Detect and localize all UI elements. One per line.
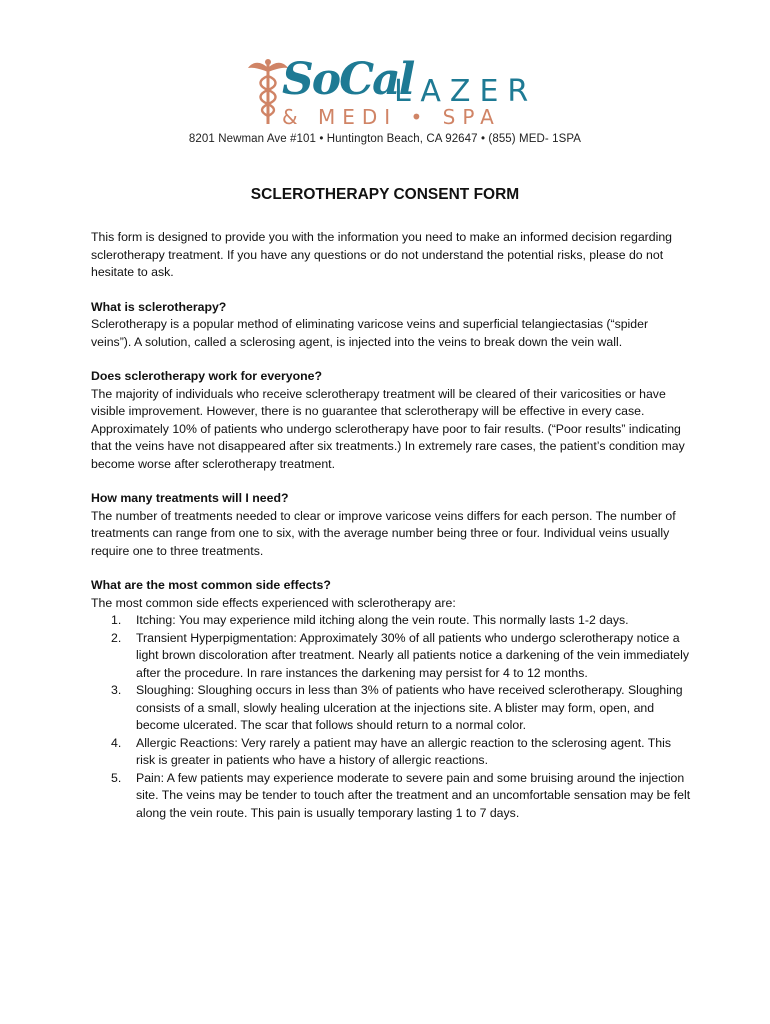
section-heading: What is sclerotherapy? xyxy=(91,299,227,314)
clinic-logo xyxy=(248,54,538,130)
section-text: The number of treatments needed to clear or improve varicose veins differs for each person. The number of treatments can range from one to six, with the average number being three or four. Individual veins usually require one to three treatments. xyxy=(91,508,676,558)
list-item xyxy=(91,770,691,823)
list-item xyxy=(91,612,691,630)
side-effects-list xyxy=(91,612,691,822)
list-item-text: Sloughing: Sloughing occurs in less than 3% of patients who have received sclerotherapy. Sloughing consists of a small, slowly healing ulceration at the injections site. A blister may form, open, and become ulcerated. The scar that follows should return to a normal color. xyxy=(136,683,683,732)
clinic-address: 8201 Newman Ave #101 • Huntington Beach, CA 92647 • (855) MED- 1SPA xyxy=(188,133,582,145)
logo-brand-script: SoCal xyxy=(282,54,414,105)
list-number: 2. xyxy=(111,630,122,645)
logo-brand-sub: & MEDI • SPA xyxy=(282,105,501,129)
section-heading: How many treatments will I need? xyxy=(91,491,289,505)
section-heading: Does sclerotherapy work for everyone? xyxy=(91,369,322,383)
list-item xyxy=(91,630,691,683)
section-text: The majority of individuals who receive sclerotherapy treatment will be cleared of their varicosities or have visible improvement. However, there is no guarantee that sclerotherapy will be effective in every case. Approximately 10% of patients who undergo sclerotherapy have poor to fair results. (“Poor results” indicating that the veins have not disappeared after six treatments.) In extremely rare cases, the patient’s condition may become worse after sclerotherapy treatment. xyxy=(91,386,685,471)
list-number: 5. xyxy=(111,770,122,785)
intro-paragraph: This form is designed to provide you with the information you need to make an informed decision regarding sclerotherapy treatment. If you have any questions or do not understand the potential risks, please do not hesitate to ask. xyxy=(91,230,673,279)
section-heading: What are the most common side effects? xyxy=(91,578,331,592)
page-title: SCLEROTHERAPY CONSENT FORM xyxy=(250,186,520,203)
list-item-text: Itching: You may experience mild itching along the vein route. This normally lasts 1-2 days. xyxy=(136,613,629,627)
list-item-text: Transient Hyperpigmentation: Approximately 30% of all patients who undergo sclerotherapy notice a light brown discoloration after treatment. Nearly all patients notice a darkening of the vein immediately after the procedure. In rare instances the darkening may persist for 4 to 12 months. xyxy=(136,630,689,680)
list-item xyxy=(91,682,691,735)
list-item xyxy=(91,735,691,770)
section-text: Sclerotherapy is a popular method of eliminating varicose veins and superficial telangiectasias (“spider veins”). A solution, called a sclerosing agent, is injected into the veins to break down the vein wall. xyxy=(91,317,649,349)
list-number: 3. xyxy=(111,683,122,697)
list-item-text: Pain: A few patients may experience moderate to severe pain and some bruising around the injection site. The veins may be tender to touch after the treatment and an uncomfortable sensation may be felt along the vein route. This pain is usually temporary lasting 1 to 7 days. xyxy=(136,770,691,820)
list-number: 1. xyxy=(111,613,122,627)
list-item-text: Allergic Reactions: Very rarely a patient may have an allergic reaction to the sclerosing agent. This risk is greater in patients who have a history of allergic reactions. xyxy=(136,735,671,767)
list-number: 4. xyxy=(111,735,122,750)
form-body xyxy=(91,229,691,822)
section-text: The most common side effects experienced with sclerotherapy are: xyxy=(91,595,456,610)
logo-brand-word: LAZER xyxy=(394,74,538,109)
